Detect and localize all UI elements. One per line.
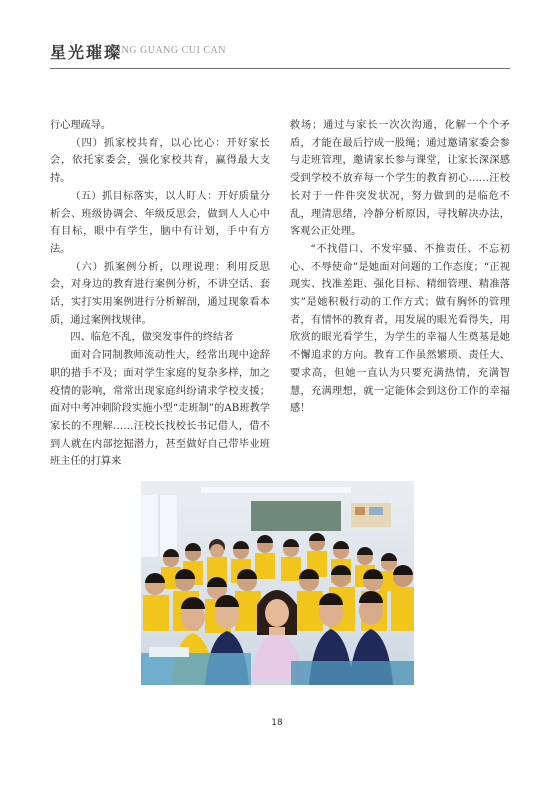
paragraph: 救场；通过与家长一次次沟通，化解一个个矛盾，才能在最后拧成一股绳；通过邀请家委会参与走班管理，邀请家长参与课堂，让家长深深感受到学校不放弃每一个学生的教育初心……汪校长对于一件件突发状况，努力做到的是临危不乱，理清思绪，冷静分析原因，寻找解决办法，客观公正处理。 [290,120,510,238]
header-title: 星光璀璨 [50,43,123,62]
left-column [50,117,270,471]
header-subtitle: XING GUANG CUI CAN [110,45,226,56]
paragraph: 面对合同制教师流动性大，经常出现中途辞职的措手不及；面对学生家庭的复杂多样，加之疫情的影响，常常出现家庭纠纷请求学校支援；面对中考冲刺阶段实施小型“走班制”的AB班教学家长的不理解……汪校长找校长书记借人，借不到人就在内部挖掘潜力，甚至做好自己带毕业班班主任的打算来 [50,350,270,468]
paragraph: （六）抓案例分析，以理说理：利用反思会，对身边的教育进行案例分析，不讲空话、套话，实打实用案例进行分析解剖，通过现象看本质，通过案例找规律。 [50,261,270,326]
paragraph: 行心理疏导。 [50,120,112,131]
paragraph: （四）抓家校共育，以心比心：开好家长会，依托家委会，强化家校共育，赢得最大支持。 [50,137,270,185]
page-number: 18 [271,718,283,728]
class-group-photo [141,481,414,685]
paragraph: “不找借口、不发牢骚、不推责任、不忘初心、不辱使命”是她面对问题的工作态度；“正视现实、找准差距、强化目标、精细管理、精准落实”是她积极行动的工作方式；做有胸怀的管理者，有情怀的教育者，用发展的眼光看得失，用欣赏的眼光看学生，为学生的幸福人生奠基是她不懈追求的方向。教育工作虽然繁琐、责任大、要求高，但她一直认为只要充满热情，充满智慧，充满理想，就一定能体会到这份工作的幸福感！ [290,243,510,415]
section-heading: 四、临危不乱，做突发事件的终结者 [70,332,234,344]
paragraph: （五）抓目标落实，以人盯人：开好质量分析会、班级协调会、年级反思会，做到人人心中有目标，眼中有学生，脑中有计划，手中有方法。 [50,190,270,255]
page-header [50,38,510,69]
group-photo-illustration [141,481,414,685]
right-column [290,117,510,418]
